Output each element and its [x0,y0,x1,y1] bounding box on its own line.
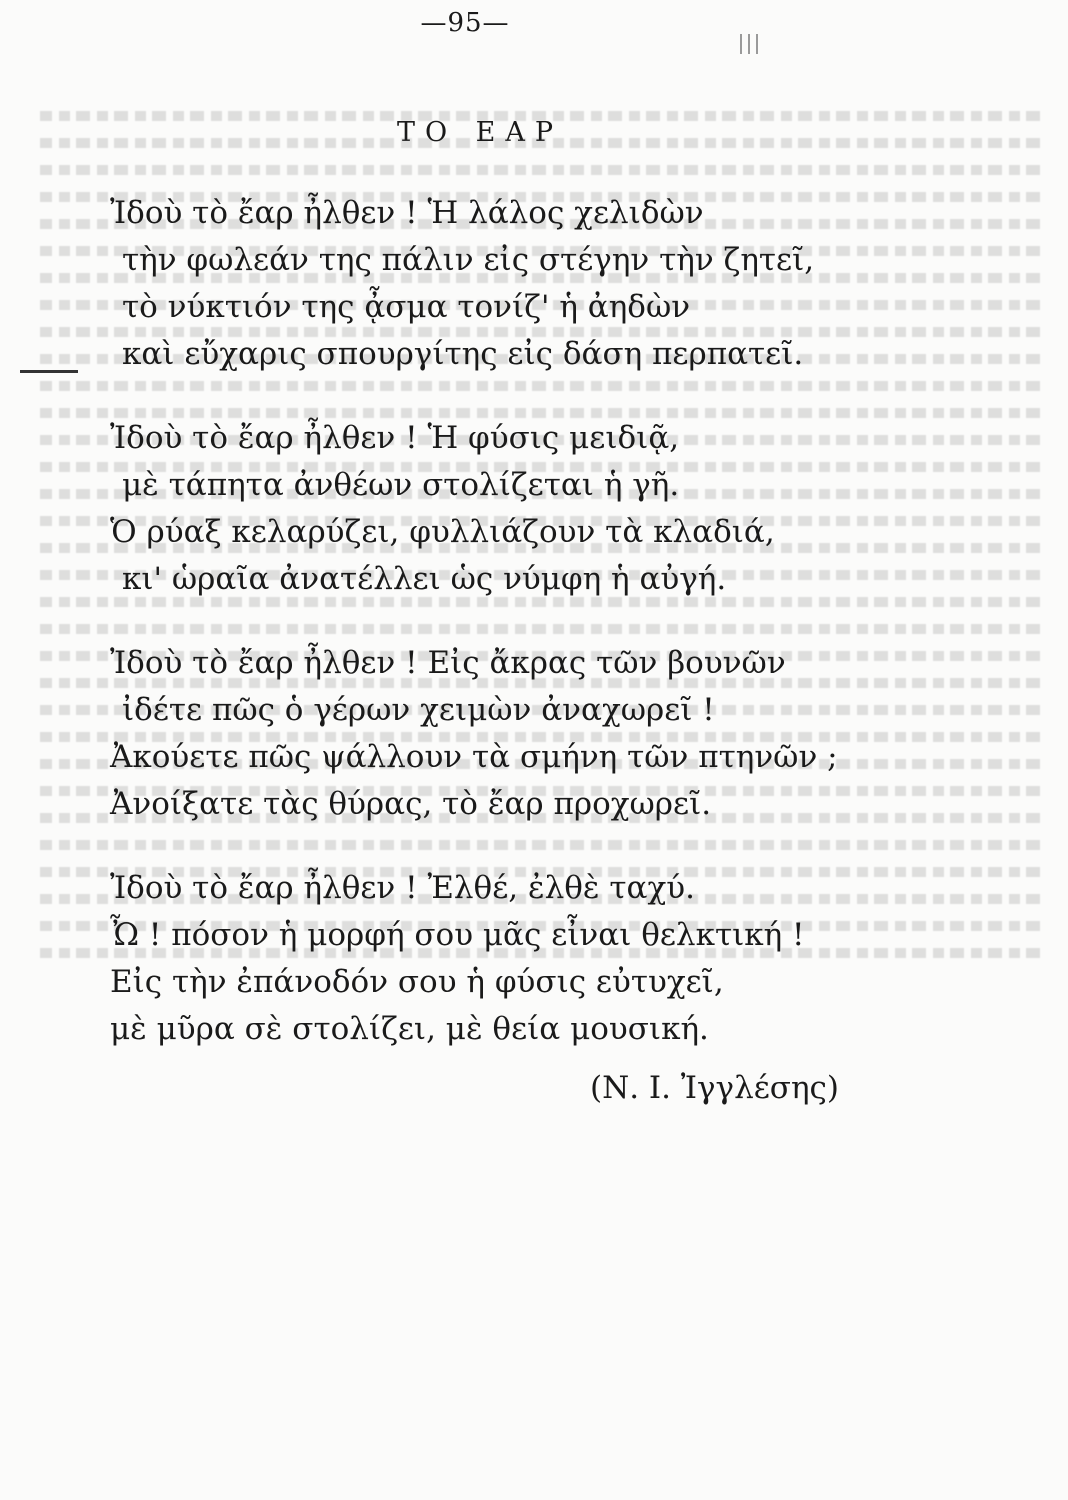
poem-body [110,190,970,1090]
poem-title: ΤΟ ΕΑΡ [396,117,564,148]
poem-line: Ἀνοίξατε τὰς θύρας, τὸ ἔαρ προχωρεῖ. [110,786,712,822]
stanza [110,190,970,378]
corner-mark [740,34,778,56]
poem-line: Ὁ ρύαξ κελαρύζει, φυλλιάζουν τὰ κλαδιά, [110,514,775,550]
stanza [110,640,970,828]
poem-line: καὶ εὔχαρις σπουργίτης εἰς δάση περπατεῖ. [122,336,804,372]
poem-line: Εἰς τὴν ἐπάνοδόν σου ἡ φύσις εὐτυχεῖ, [110,964,724,1000]
author-signature: (Ν. Ι. Ἰγγλέσης) [590,1070,839,1106]
margin-mark [20,370,78,373]
poem-line: μὲ τάπητα ἀνθέων στολίζεται ἡ γῆ. [122,467,680,503]
poem-line: Ὦ ! πόσον ἡ μορφή σου μᾶς εἶναι θελκτική ! [110,917,805,953]
poem-line: τὸ νύκτιόν της ᾆσμα τονίζ' ἡ ἀηδὼν [122,289,691,325]
poem-line: κι' ὡραῖα ἀνατέλλει ὡς νύμφη ἡ αὐγή. [122,561,727,597]
stanza [110,415,970,603]
stanza [110,865,970,1053]
poem-line: Ἰδοὺ τὸ ἔαρ ἦλθεν ! Ἡ λάλος χελιδὼν [110,195,704,231]
poem-line: Ἀκούετε πῶς ψάλλουν τὰ σμήνη τῶν πτηνῶν ; [110,739,838,775]
page-number: —95— [420,8,510,38]
poem-line: μὲ μῦρα σὲ στολίζει, μὲ θεία μουσική. [110,1011,709,1047]
poem-line: Ἰδοὺ τὸ ἔαρ ἦλθεν ! Εἰς ἄκρας τῶν βουνῶν [110,645,786,681]
poem-line: ἰδέτε πῶς ὁ γέρων χειμὼν ἀναχωρεῖ ! [122,692,715,728]
poem-line: Ἰδοὺ τὸ ἔαρ ἦλθεν ! Ἐλθέ, ἐλθὲ ταχύ. [110,870,695,906]
poem-line: τὴν φωλεάν της πάλιν εἰς στέγην τὴν ζητεῖ, [122,242,815,278]
poem-line: Ἰδοὺ τὸ ἔαρ ἦλθεν ! Ἡ φύσις μειδιᾷ, [110,420,680,456]
